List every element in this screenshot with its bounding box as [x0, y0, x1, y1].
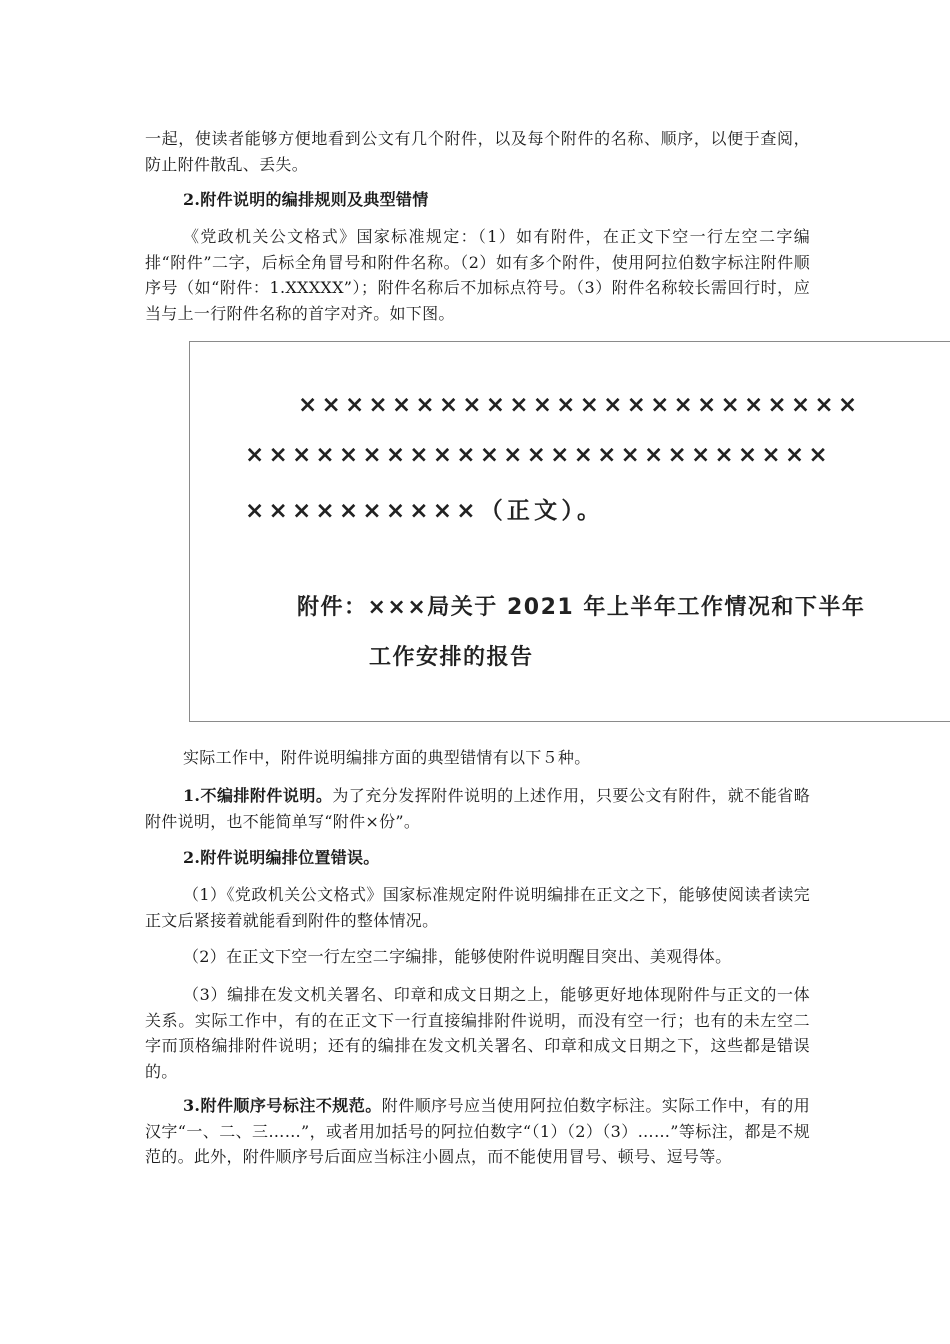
figure-attachment-line-2: 工作安排的报告: [369, 645, 534, 670]
error-3-title: 3.附件顺序号标注不规范。: [183, 1096, 382, 1115]
paragraph-continuation: 一起，使读者能够方便地看到公文有几个附件，以及每个附件的名称、顺序，以便于查阅，防止附件散乱、丢失。: [145, 129, 810, 174]
paragraph-error-2-item-1: （1）《党政机关公文格式》国家标准规定附件说明编排在正文之下，能够使阅读者读完正文后紧接着就能看到附件的整体情况。: [145, 885, 810, 930]
error-1-text: 为了充分发挥附件说明的上述作用，只要公文有附件，就不能省略附件说明，也不能简单写“附件×份”。: [145, 786, 810, 831]
figure-body-line-2: ×××××××××××××××××××××××××: [245, 442, 832, 468]
figure-body-line-3: ××××××××××（正文）。: [245, 498, 605, 524]
section-heading-2: 2.附件说明的编排规则及典型错情: [183, 190, 429, 209]
paragraph-error-1: [145, 783, 810, 834]
figure-body-line-1: ××××××××××××××××××××××××: [298, 392, 862, 418]
example-figure: [189, 341, 950, 722]
error-3-text: 附件顺序号应当使用阿拉伯数字标注。实际工作中，有的用汉字“一、二、三……”，或者用加括号的阿拉伯数字“（1）（2）（3）……”等标注，都是不规范的。此外，附件顺序号后面应当标注小圆点，而不能使用冒号、顿号、逗号等。: [145, 1096, 810, 1166]
figure-attachment-line-1: 附件：×××局关于 2021 年上半年工作情况和下半年: [297, 595, 866, 620]
paragraph-error-3: [145, 1093, 810, 1170]
error-1-title: 1.不编排附件说明。: [183, 786, 333, 805]
paragraph-error-2-item-3: （3）编排在发文机关署名、印章和成文日期之上，能够更好地体现附件与正文的一体关系。实际工作中，有的在正文下一行直接编排附件说明，而没有空一行；也有的未左空二字而顶格编排附件说明；还有的编排在发文机关署名、印章和成文日期之下，这些都是错误的。: [145, 985, 810, 1081]
paragraph-error-2-item-2: （2）在正文下空一行左空二字编排，能够使附件说明醒目突出、美观得体。: [183, 947, 732, 966]
error-2-heading: 2.附件说明编排位置错误。: [183, 848, 380, 867]
paragraph-typical-errors-intro: 实际工作中，附件说明编排方面的典型错情有以下５种。: [183, 748, 591, 767]
paragraph-standard-rules: 《党政机关公文格式》国家标准规定：（1）如有附件，在正文下空一行左空二字编排“附件”二字，后标全角冒号和附件名称。（2）如有多个附件，使用阿拉伯数字标注附件顺序号（如“附件：1.XXXXX”）；附件名称后不加标点符号。（3）附件名称较长需回行时，应当与上一行附件名称的首字对齐。如下图。: [145, 227, 810, 323]
